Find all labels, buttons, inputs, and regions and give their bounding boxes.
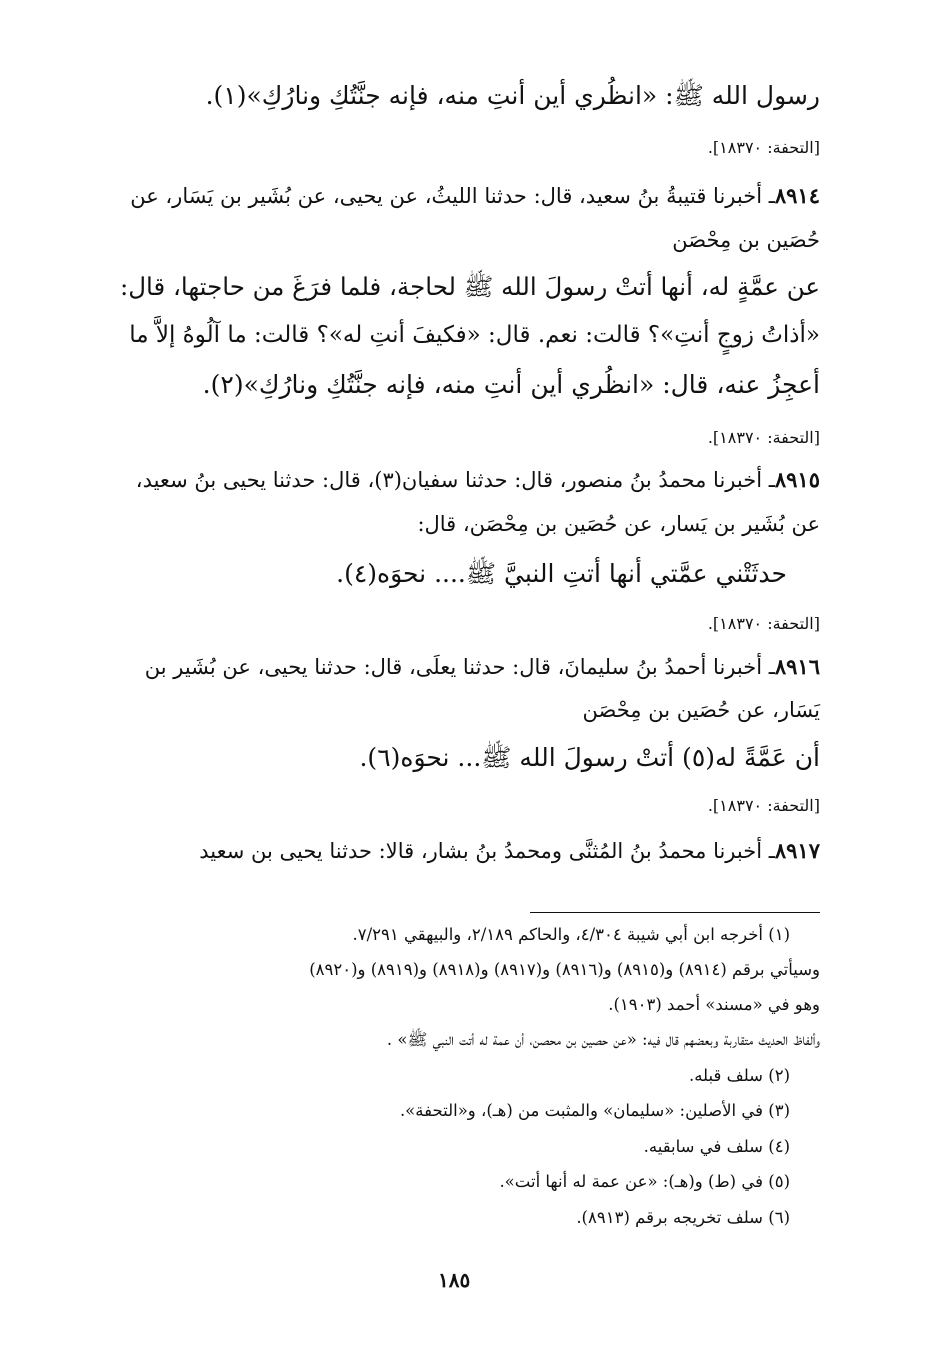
footnote-1-cont: وألفاظ الحديث متقاربة وبعضهم قال فيه: «عن حصين بن محصن، أن عمة له أتت النبي ﷺ» . [386, 1030, 820, 1049]
isnad-line: حُصَين بن مِحْصَن [672, 228, 820, 252]
hadith-number: ٨٩١٥ [774, 467, 820, 492]
footnote-1: (١) أخرجه ابن أبي شيبة ٤/٣٠٤، والحاكم ٢/١٨٩، والبيهقي ٧/٢٩١. [352, 925, 790, 944]
tuhfa-reference: [التحفة: ١٨٣٧٠]. [707, 428, 820, 447]
footnote-2: (٢) سلف قبله. [688, 1066, 790, 1085]
tuhfa-reference: [التحفة: ١٨٣٧٠]. [707, 796, 820, 815]
isnad-line: عن بُشَير بن يَسار، عن حُصَين بن مِحْصَن، قال: [417, 512, 820, 536]
footnote-1-cont: وسيأتي برقم (٨٩١٤) و(٨٩١٥) و(٨٩١٦) و(٨٩١٧) و(٨٩١٨) و(٨٩١٩) و(٨٩٢٠) [309, 960, 820, 979]
isnad-text: ـ أخبرنا محمدُ بنُ منصور، قال: حدثنا سفيان(٣)، قال: حدثنا يحيى بنُ سعيد، [135, 468, 775, 492]
hadith-number: ٨٩١٤ [774, 183, 820, 208]
footnote-4: (٤) سلف في سابقيه. [643, 1137, 790, 1156]
footnote-1-cont: وهو في «مسند» أحمد (١٩٠٣). [608, 995, 820, 1014]
footnote-separator [530, 912, 820, 913]
tuhfa-reference: [التحفة: ١٨٣٧٠]. [707, 138, 820, 157]
footnote-3: (٣) في الأصلين: «سليمان» والمثبت من (هـ)، و«التحفة». [399, 1101, 790, 1120]
footnote-5: (٥) في (ط) و(هـ): «عن عمة له أنها أتت». [499, 1172, 790, 1191]
hadith-number: ٨٩١٧ [774, 838, 820, 863]
hadith-text-line: «أذاتُ زوجٍ أنتِ»؟ قالت: نعم. قال: «فكيفَ أنتِ له»؟ قالت: ما آلُوهُ إلاَّ ما [129, 322, 820, 348]
tuhfa-reference: [التحفة: ١٨٣٧٠]. [707, 614, 820, 633]
isnad-text: ـ أخبرنا محمدُ بنُ المُثنَّى ومحمدُ بنُ بشار، قالا: حدثنا يحيى بن سعيد [199, 839, 775, 863]
hadith-text-line: أعجِزُ عنه، قال: «انظُري أين أنتِ منه، فإنه جنَّتُكِ ونارُكِ»(٢). [202, 370, 820, 399]
hadith-number: ٨٩١٦ [774, 654, 820, 679]
hadith-header-8914 [130, 183, 820, 208]
hadith-header-8917 [199, 838, 820, 863]
hadith-text-line: حدثَتْني عمَّتي أنها أتتِ النبيَّ ﷺ.... نحوَه(٤). [336, 559, 787, 588]
hadith-text-line: رسول الله ﷺ: «انظُري أين أنتِ منه، فإنه جنَّتُكِ ونارُكِ»(١). [205, 81, 820, 110]
hadith-text-line: عن عمَّةٍ له، أنها أتتْ رسولَ الله ﷺ لحاجة، فلما فرَغَ من حاجتها، قال: [120, 272, 820, 301]
hadith-text-line: أن عَمَّةً له(٥) أتتْ رسولَ الله ﷺ... نحوَه(٦). [359, 743, 820, 772]
footnote-6: (٦) سلف تخريجه برقم (٨٩١٣). [576, 1208, 790, 1227]
hadith-header-8915 [136, 467, 820, 492]
isnad-line: يَسَار، عن حُصَين بن مِحْصَن [582, 698, 820, 722]
hadith-header-8916 [145, 654, 820, 679]
isnad-text: ـ أخبرنا قتيبةُ بنُ سعيد، قال: حدثنا الليثُ، عن يحيى، عن بُشَير بن يَسَار، عن [130, 184, 775, 208]
isnad-text: ـ أخبرنا أحمدُ بنُ سليمانَ، قال: حدثنا يعلَى، قال: حدثنا يحيى، عن بُشَير بن [144, 655, 775, 679]
page-number: ١٨٥ [438, 1268, 471, 1292]
